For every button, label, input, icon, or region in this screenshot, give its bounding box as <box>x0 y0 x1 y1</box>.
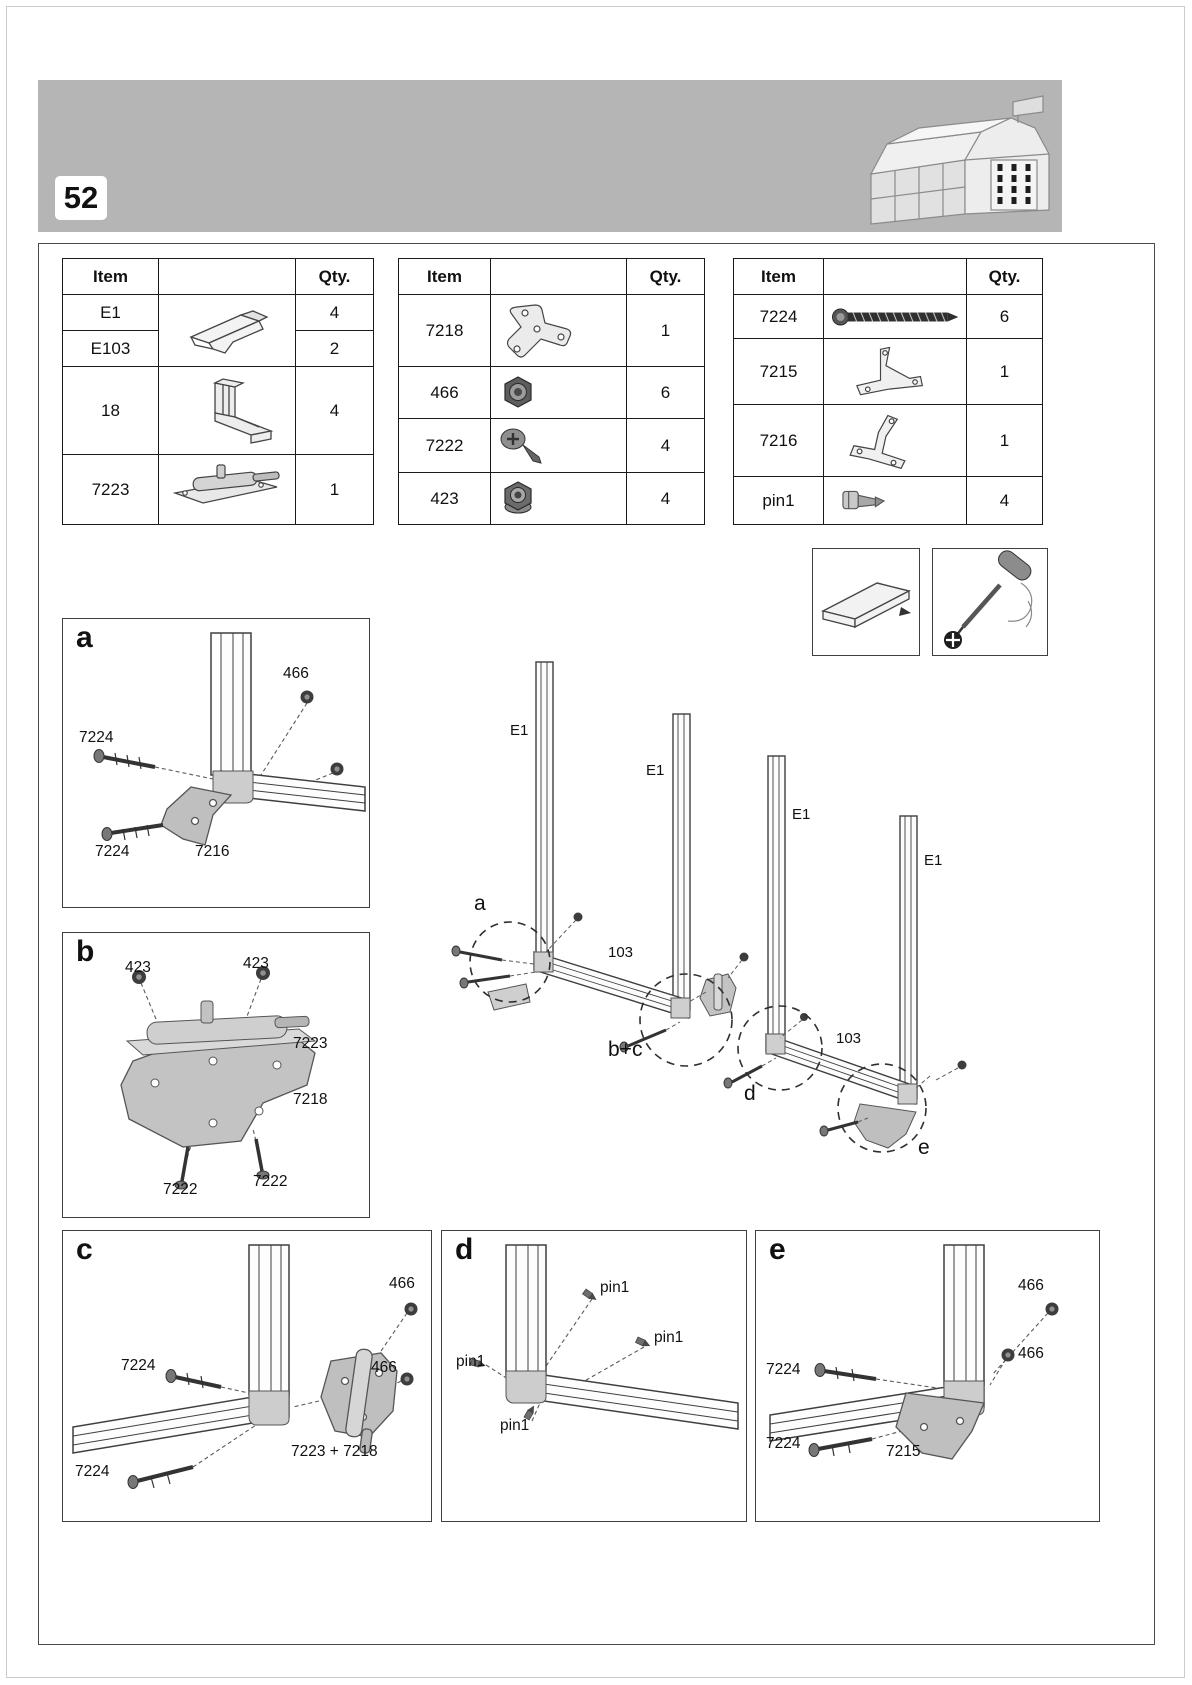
table-row <box>399 419 705 473</box>
callout-466: 466 <box>283 665 309 682</box>
callout-423: 423 <box>243 955 269 972</box>
qty-column-header: Qty. <box>967 259 1043 295</box>
label-e1: E1 <box>924 852 943 869</box>
corner-connector <box>898 1084 917 1104</box>
panel-a-diagram <box>63 619 371 909</box>
parts-table-2 <box>398 258 705 525</box>
parts-table-1 <box>62 258 374 525</box>
callout-7224: 7224 <box>75 1463 110 1480</box>
step-number-badge <box>55 176 107 220</box>
screw-icon <box>94 750 155 770</box>
qty-cell: 1 <box>296 455 374 525</box>
item-cell: 466 <box>399 367 491 419</box>
part-icon-cell <box>491 367 627 419</box>
bracket-7215-icon <box>828 342 943 402</box>
panel-letter: e <box>769 1233 786 1266</box>
callout-7216: 7216 <box>195 843 230 860</box>
panel-d-diagram <box>442 1231 748 1523</box>
table-row <box>734 477 1043 525</box>
table-row <box>399 295 705 367</box>
item-cell: 7222 <box>399 419 491 473</box>
step-number: 52 <box>63 180 99 215</box>
item-cell: E1 <box>63 295 159 331</box>
part-icon-cell <box>159 455 296 525</box>
callout-7224: 7224 <box>121 1357 156 1374</box>
corner-connector-icon <box>163 371 291 451</box>
qty-cell: 4 <box>296 367 374 455</box>
corner-connector <box>671 998 690 1018</box>
qty-cell: 6 <box>627 367 705 419</box>
callout-pin1: pin1 <box>456 1353 486 1370</box>
item-cell: pin1 <box>734 477 824 525</box>
panel-letter: a <box>76 621 93 654</box>
label-e1: E1 <box>646 762 665 779</box>
callout-7223: 7223 <box>293 1035 328 1052</box>
nut-icon <box>740 953 749 962</box>
label-e1: E1 <box>792 806 811 823</box>
bracket-part <box>488 984 530 1010</box>
item-cell: 7223 <box>63 455 159 525</box>
part-icon-cell <box>491 473 627 525</box>
table-row <box>399 473 705 525</box>
callout-pin1: pin1 <box>600 1279 630 1296</box>
callout-7215: 7215 <box>886 1443 921 1460</box>
zone-label-d: d <box>744 1082 756 1105</box>
qty-cell: 4 <box>296 295 374 331</box>
locknut-icon <box>495 477 541 521</box>
qty-cell: 2 <box>296 331 374 367</box>
parts-table-3 <box>733 258 1043 525</box>
icon-column-header <box>159 259 296 295</box>
callout-assembly: 7223 + 7218 <box>291 1443 378 1460</box>
table-row <box>63 367 374 455</box>
callout-423: 423 <box>125 959 151 976</box>
item-cell: 423 <box>399 473 491 525</box>
table-row <box>734 339 1043 405</box>
bolt-latch-icon <box>163 461 291 519</box>
part-icon-cell <box>824 295 967 339</box>
detail-panel-d <box>441 1230 747 1522</box>
detail-panel-c <box>62 1230 432 1522</box>
nut-icon <box>495 371 541 415</box>
panel-c-diagram <box>63 1231 433 1523</box>
zone-label-a: a <box>474 892 486 915</box>
callout-7218: 7218 <box>293 1091 328 1108</box>
item-column-header: Item <box>399 259 491 295</box>
part-icon-cell <box>491 295 627 367</box>
corner-connector <box>506 1371 546 1403</box>
nut-icon <box>401 1303 418 1386</box>
assembly-overview-diagram <box>430 630 1130 1215</box>
callout-466: 466 <box>389 1275 415 1292</box>
panel-e-diagram <box>756 1231 1101 1523</box>
table-row <box>734 405 1043 477</box>
qty-column-header: Qty. <box>627 259 705 295</box>
nut-icon <box>958 1061 967 1070</box>
qty-cell: 4 <box>627 473 705 525</box>
item-cell: 7215 <box>734 339 824 405</box>
screw-icon <box>724 1066 762 1088</box>
profile-part-icon <box>163 299 291 363</box>
screw-icon <box>452 946 510 988</box>
part-icon-cell <box>824 339 967 405</box>
callout-pin1: pin1 <box>500 1417 530 1434</box>
qty-column-header: Qty. <box>296 259 374 295</box>
table-row <box>63 295 374 331</box>
item-cell: 18 <box>63 367 159 455</box>
item-column-header: Item <box>63 259 159 295</box>
screw-icon <box>128 1467 193 1489</box>
table-row <box>399 367 705 419</box>
label-103: 103 <box>608 944 634 961</box>
item-cell: E103 <box>63 331 159 367</box>
table-header-row <box>399 259 705 295</box>
item-cell: 7216 <box>734 405 824 477</box>
screw-icon <box>809 1439 872 1457</box>
icon-column-header <box>491 259 627 295</box>
countersunk-screw-icon <box>495 423 551 469</box>
panel-letter: d <box>455 1233 474 1266</box>
callout-pin1: pin1 <box>654 1329 684 1346</box>
header-banner <box>38 80 1062 232</box>
callout-7222: 7222 <box>253 1173 288 1190</box>
label-103: 103 <box>836 1030 862 1047</box>
panel-b-diagram <box>63 933 371 1219</box>
corner-connector <box>766 1034 785 1054</box>
qty-cell: 1 <box>627 295 705 367</box>
qty-cell: 6 <box>967 295 1043 339</box>
corner-connector <box>249 1391 289 1425</box>
qty-cell: 4 <box>967 477 1043 525</box>
long-screw-icon <box>828 301 962 333</box>
table-row <box>734 295 1043 339</box>
table-header-row <box>734 259 1043 295</box>
detail-panel-a <box>62 618 370 908</box>
panel-letter: b <box>76 935 95 968</box>
bracket-plate-icon <box>495 299 587 363</box>
part-icon-cell <box>491 419 627 473</box>
item-cell: 7224 <box>734 295 824 339</box>
callout-7224: 7224 <box>79 729 114 746</box>
screw-icon <box>102 825 163 841</box>
nut-icon <box>800 1013 808 1021</box>
callout-7224: 7224 <box>95 843 130 860</box>
callout-7224: 7224 <box>766 1435 801 1452</box>
label-e1: E1 <box>510 722 529 739</box>
bracket-7216 <box>161 787 231 845</box>
callout-7224: 7224 <box>766 1361 801 1378</box>
part-icon-cell <box>159 367 296 455</box>
detail-panel-b <box>62 932 370 1218</box>
callout-7222: 7222 <box>163 1181 198 1198</box>
greenhouse-illustration <box>853 82 1058 232</box>
item-cell: 7218 <box>399 295 491 367</box>
table-row <box>63 455 374 525</box>
callout-466: 466 <box>1018 1277 1044 1294</box>
bracket-7216-icon <box>828 408 943 474</box>
nut-icon <box>301 691 344 776</box>
callout-466: 466 <box>1018 1345 1044 1362</box>
item-column-header: Item <box>734 259 824 295</box>
nut-icon <box>574 913 583 922</box>
pin-icon <box>828 480 898 522</box>
part-icon-cell <box>824 477 967 525</box>
panel-letter: c <box>76 1233 93 1266</box>
qty-cell: 1 <box>967 405 1043 477</box>
part-icon-cell <box>159 295 296 367</box>
icon-column-header <box>824 259 967 295</box>
part-icon-cell <box>824 405 967 477</box>
callout-466: 466 <box>371 1359 397 1376</box>
screw-icon <box>820 1122 858 1136</box>
qty-cell: 1 <box>967 339 1043 405</box>
screw-icon <box>815 1364 876 1382</box>
table-header-row <box>63 259 374 295</box>
qty-cell: 4 <box>627 419 705 473</box>
zone-label-e: e <box>918 1136 930 1159</box>
zone-label-bc: b+c <box>608 1038 643 1061</box>
detail-panel-e <box>755 1230 1100 1522</box>
screw-icon <box>166 1370 221 1389</box>
bracket-7215 <box>854 1104 916 1148</box>
